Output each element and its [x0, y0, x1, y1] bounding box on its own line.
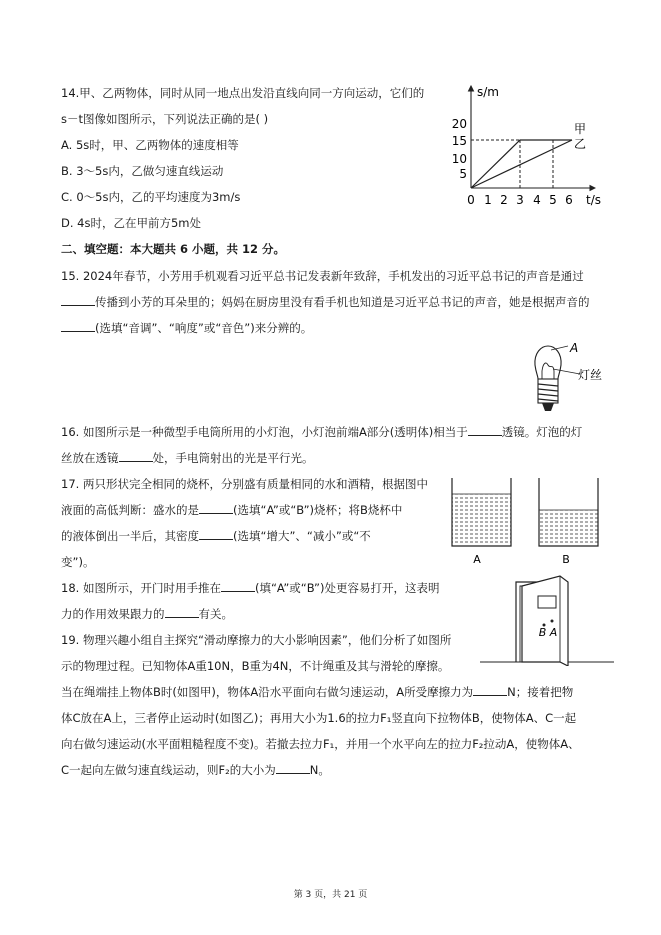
bulb-tip [542, 403, 554, 411]
y-axis-label: s/m [477, 85, 499, 99]
q19-line5: 向右做匀速运动(水平面粗糙程度不变)。若撤去拉力F₁，并用一个水平向左的拉力F₂拉动A，使物体A、 [61, 737, 580, 751]
y-tick-10: 10 [451, 152, 467, 166]
q17-line4: 变”)。 [61, 555, 95, 569]
answer-blank[interactable] [119, 450, 153, 462]
q18-line1: 18. 如图所示，开门时用手推在 (填“A”或“B”)处更容易打开，这表明 [61, 581, 440, 595]
q19-line1: 19. 物理兴趣小组自主探究“滑动摩擦力的大小影响因素”，他们分析了如图所 [61, 633, 452, 647]
door-label-ba: B A [538, 626, 558, 639]
x-tick-3: 3 [516, 193, 524, 207]
answer-blank[interactable] [165, 606, 199, 618]
answer-blank[interactable] [61, 294, 95, 306]
q16-line1: 16. 如图所示是一种微型手电筒所用的小灯泡，小灯泡前端A部分(透明体)相当于 透镜。灯泡的灯 [61, 425, 583, 439]
x-tick-4: 4 [533, 193, 541, 207]
bulb-filament [542, 363, 554, 371]
q17-line3: 的液体倒出一半后，其密度 (选填“增大”、“减小”或“不 [61, 529, 371, 543]
x-axis-label: t/s [586, 193, 601, 207]
q17-line1: 17. 两只形状完全相同的烧杯，分别盛有质量相同的水和酒精，根据图中 [61, 477, 428, 491]
q14-option-b: B. 3～5s内，乙做匀速直线运动 [61, 164, 224, 178]
answer-blank[interactable] [199, 528, 233, 540]
answer-blank[interactable] [61, 320, 95, 332]
q19-line3: 当在绳端挂上物体B时(如图甲)，物体A沿水平面向右做匀速运动，A所受摩擦力为 N；接着把物 [61, 685, 574, 699]
bulb-label-a: A [570, 341, 579, 355]
answer-blank[interactable] [468, 424, 502, 436]
q17-line2: 液面的高低判断：盛水的是 (选填“A”或“B”)烧杯；将B烧杯中 [61, 503, 403, 517]
beaker-label-b: B [562, 553, 570, 566]
q14-line1: 14.甲、乙两物体，同时从同一地点出发沿直线向同一方向运动，它们的 [61, 86, 425, 100]
beakers-figure [440, 472, 615, 568]
q15-line1: 15. 2024年春节，小芳用手机观看习近平总书记发表新年致辞，手机发出的习近平总书记的声音是通过 [61, 269, 584, 283]
q19-line4: 体C放在A上，三者停止运动时(如图乙)；再用大小为1.6的拉力F₁竖直向下拉物体B，使物体A、C一起 [61, 711, 577, 725]
bulb-glass [535, 346, 561, 379]
q16-line2: 丝放在透镜 处，手电筒射出的光是平行光。 [61, 451, 314, 465]
st-graph [445, 80, 610, 210]
answer-blank[interactable] [473, 684, 507, 696]
door-figure [478, 574, 618, 666]
label-jia: 甲 [574, 122, 587, 136]
x-tick-0: 0 [467, 193, 475, 207]
answer-blank[interactable] [276, 762, 310, 774]
x-tick-6: 6 [565, 193, 573, 207]
x-tick-2: 2 [500, 193, 508, 207]
section-heading: 二、填空题：本大题共 6 小题，共 12 分。 [61, 242, 286, 256]
y-tick-20: 20 [451, 117, 467, 131]
q15-line3: (选填“音调”、“响度”或“音色”)来分辨的。 [61, 320, 312, 336]
leader-filament [553, 369, 580, 374]
beaker-label-a: A [473, 553, 481, 566]
x-tick-1: 1 [484, 193, 492, 207]
q18-line2: 力的作用效果跟力的 有关。 [61, 607, 233, 621]
line-jia [471, 140, 572, 188]
beaker-a-liquid [452, 494, 511, 546]
q14-option-c: C. 0～5s内，乙的平均速度为3m/s [61, 190, 241, 204]
door-panel [522, 576, 568, 666]
bulb-label-filament: 灯丝 [578, 368, 603, 382]
beaker-b-liquid [539, 510, 598, 546]
q19-line6: C一起向左做匀速直线运动，则F₂的大小为 N。 [61, 763, 330, 777]
y-tick-5: 5 [459, 167, 467, 181]
q15-line2: 传播到小芳的耳朵里的；妈妈在厨房里没有看手机也知道是习近平总书记的声音，她是根据声音的 [61, 294, 590, 310]
q14-line2: s－t图像如图所示，下列说法正确的是( ) [61, 112, 269, 126]
q14-option-a: A. 5s时，甲、乙两物体的速度相等 [61, 138, 239, 152]
answer-blank[interactable] [199, 502, 233, 514]
q19-line2: 示的物理过程。已知物体A重10N，B重为4N，不计绳重及其与滑轮的摩擦。 [61, 659, 450, 673]
q14-option-d: D. 4s时，乙在甲前方5m处 [61, 216, 201, 230]
x-tick-5: 5 [549, 193, 557, 207]
y-tick-15: 15 [451, 134, 467, 148]
page-footer: 第 3 页，共 21 页 [293, 890, 368, 900]
answer-blank[interactable] [221, 580, 255, 592]
label-yi: 乙 [574, 137, 587, 151]
bulb-figure [522, 341, 632, 419]
